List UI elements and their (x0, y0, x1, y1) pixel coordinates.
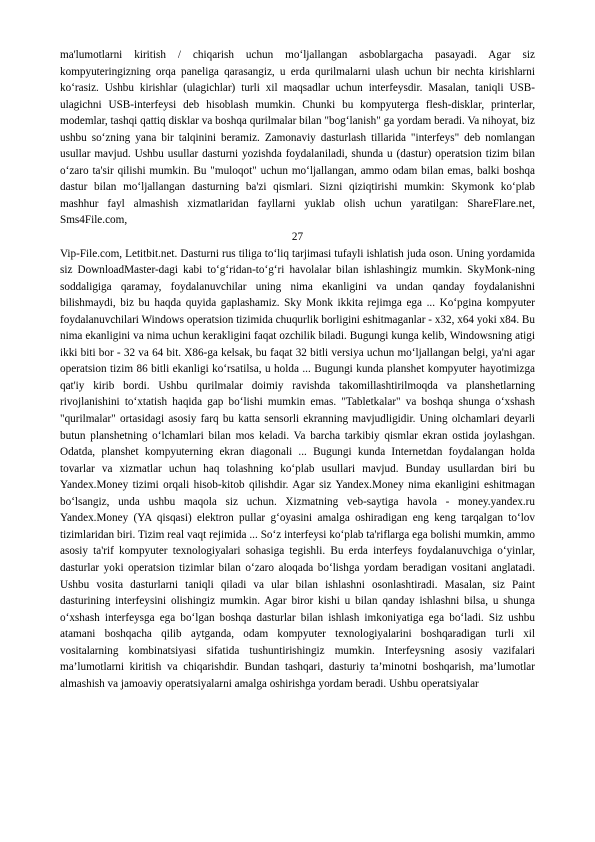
paragraph-1: ma'lumotlarni kiritish / chiqarish uchun mo‘ljallangan asboblargacha pasayadi. Agar siz kompyuteringizning orqa paneliga qarasangiz, u erda qurilmalarni ulash uchun bir nechta kirishlarni ko‘rasiz. Ushbu kirishlar (ulagichlar) turli xil maqsadlar uchun interfeysdir. Masalan, taniqli USB-ulagichni USB-interfeysi deb hisoblash mumkin. Chunki bu kompyuterga flesh-disklar, printerlar, modemlar, tashqi qattiq disklar va boshqa qurilmalar bilan "bog‘lanish" ga yordam beradi. Va nihoyat, biz ushbu so‘zning yana bir talqinini beramiz. Zamonaviy dasturlash tillarida "interfeys" deb nomlangan usullar mavjud. Ushbu usullar dasturni yozishda foydalaniladi, shunda u (dastur) operatsion tizim bilan o‘zaro ta'sir qilishi mumkin. Bu "muloqot" uchun mo‘ljallangan, ammo odam bilan emas, balki boshqa dastur bilan mo‘ljallangan dasturning ba'zi qismlari. Sizni qiziqtirishi mumkin: Skymonk ko‘plab mashhur fayl almashish xizmatlaridan fayllarni yuklab olish uchun yaratilgan: ShareFlare.net, Sms4File.com, (60, 49, 535, 227)
page-number: 27 (291, 231, 304, 244)
paragraph-2: Vip-File.com, Letitbit.net. Dasturni rus tiliga to‘liq tarjimasi tufayli ishlatish juda oson. Uning yordamida siz DownloadMaster-dagi kabi to‘g‘ridan-to‘g‘ri havolalar bilan ishlashingiz mumkin. SkyMonk-ning soddaligiga qaramay, foydalanuvchilar uning nima ekanligini va undan qanday foydalanishni bilishmaydi, biz bu haqda quyida gaplashamiz. Sky Monk ikkita rejimga ega ... Ko‘pgina kompyuter foydalanuvchilari Windows operatsion tizimida chuqurlik borligini eshitmaganlar - x32, x64 yoki x84. Bu nima ekanligini va nima uchun kerakligini faqat ozchilik biladi. Bugungi kunga kelib, Windowsning atigi ikki biti bor - 32 va 64 bit. X86-ga kelsak, bu faqat 32 bitli versiya uchun mo‘ljallangan belgi, ya'ni agar operatsion tizim 86 bitli ekanligi ko‘rsatilsa, u holda ... Bugungi kunda planshet kompyuter hayotimizga qat'iy kirib bordi. Ushbu qurilmalar doimiy ravishda takomillashtirilmoqda va planshetlarning rivojlanishini to‘xtatish haqida gap bo‘lishi mumkin emas. "Tabletkalar" va boshqa shunga o‘xshash "qurilmalar" ortasidagi asosiy farq bu katta sensorli ekranning mavjudligidir. Uning olchamlari deyarli butun planshetning o‘lchamlari bilan mos keladi. Va barcha tarkibiy qismlar ekran ostida joylashgan. Odatda, planshet kompyuterning ekran diagonali ... Bugungi kunda Internetdan foydalangan holda tovarlar va xizmatlar uchun haq tolashning ko‘plab usullari mavjud. Bunday usullardan biri bu Yandex.Money tizimi orqali hisob-kitob qilishdir. Agar siz Yandex.Money nima ekanligini eshitmagan bo‘lsangiz, unda ushbu maqola siz uchun. Xizmatning veb-saytiga havola - money.yandex.ru Yandex.Money (YA qisqasi) elektron pullar g‘oyasini amalga oshiradigan eng keng tarqalgan to‘lov tizimlaridan biri. Tizim real vaqt rejimida ... So‘z interfeysi ko‘plab ta'riflarga ega bolishi mumkin, ammo asosiy ta'rif kompyuter texnologiyalari sohasiga tegishli. Bu erda interfeys foydalanuvchiga o‘yinlar, dasturlar yoki operatsion tizimlar bilan o‘zaro aloqada bo‘lishga yordam beradigan vositani anglatadi. Ushbu vosita dasturlarni taniqli qiladi va ular bilan ishlashni osonlashtiradi. Masalan, siz Paint dasturining interfeysini olishingiz mumkin. Agar biror kishi u bilan qanday ishlashni bilsa, u shunga o‘xshash interfeysga ega bo‘lgan boshqa dasturlar bilan ishlash imkoniyatiga ega bo‘ladi. Siz ushbu atamani boshqacha qilib aytganda, odam kompyuter texnologiyalarini boshqaradigan turli xil vositalarning kombinatsiyasi sifatida tushuntirishingiz mumkin. Interfeysning asosiy vazifalari ma’lumotlarni kiritish va chiqarishdir. Bundan tashqari, dasturiy ta’minotni boshqarish, ma’lumotlar almashish va jamoaviy operatsiyalarni amalga oshirishga yordam beradi. Ushbu operatsiyalar (60, 247, 535, 690)
document-page (60, 47, 535, 692)
